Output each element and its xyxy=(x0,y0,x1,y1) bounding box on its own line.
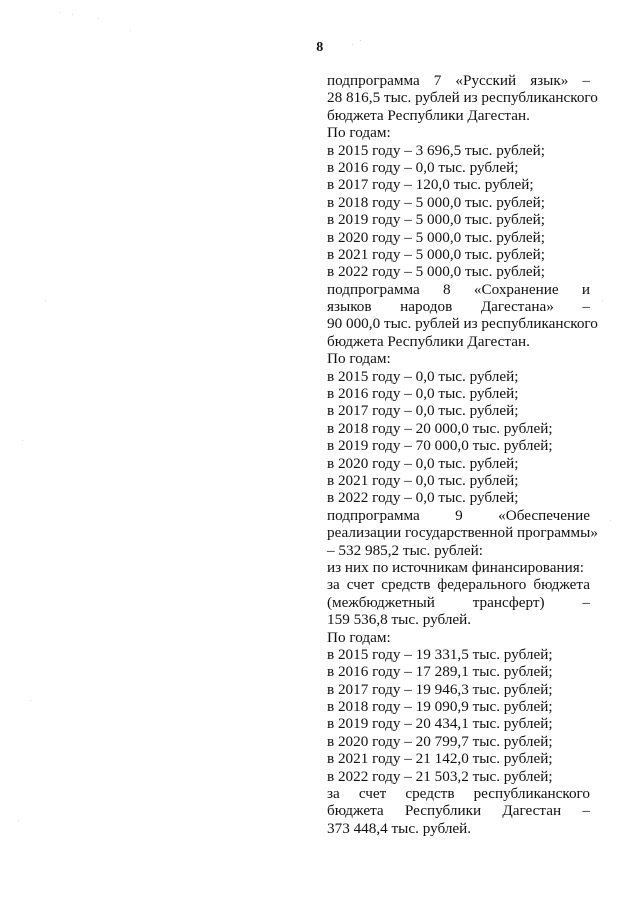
scan-speck xyxy=(360,40,361,41)
text-line: в 2021 году – 21 142,0 тыс. рублей; xyxy=(327,750,553,768)
text-line: в 2016 году – 17 289,1 тыс. рублей; xyxy=(327,663,553,681)
text-line: в 2015 году – 19 331,5 тыс. рублей; xyxy=(327,645,553,663)
text-line: в 2016 году – 0,0 тыс. рублей; xyxy=(327,385,519,403)
text-line: в 2018 году – 20 000,0 тыс. рублей; xyxy=(327,419,553,437)
text-line: 373 448,4 тыс. рублей. xyxy=(327,819,472,837)
text-line: за счет средств федерального бюджета xyxy=(327,576,590,594)
scan-speck xyxy=(98,18,99,19)
text-line: в 2022 году – 5 000,0 тыс. рублей; xyxy=(327,263,545,281)
text-line: в 2020 году – 20 799,7 тыс. рублей; xyxy=(327,732,553,750)
text-line: за счет средств республиканского xyxy=(327,785,590,803)
scan-speck xyxy=(60,12,61,13)
text-line: в 2015 году – 0,0 тыс. рублей; xyxy=(327,367,519,385)
scan-speck xyxy=(72,14,73,15)
text-line: в 2015 году – 3 696,5 тыс. рублей; xyxy=(327,141,545,159)
text-line: бюджета Республики Дагестан. xyxy=(327,106,530,124)
text-line: в 2021 году – 5 000,0 тыс. рублей; xyxy=(327,245,545,263)
text-line: подпрограмма 7 «Русский язык» – xyxy=(327,72,590,89)
text-line: бюджета Республики Дагестан. xyxy=(327,332,530,350)
text-line: 159 536,8 тыс. рублей. xyxy=(327,611,472,629)
scan-speck xyxy=(130,30,131,31)
text-line: (межбюджетный трансферт) – xyxy=(327,593,590,611)
text-line: в 2022 году – 0,0 тыс. рублей; xyxy=(327,489,519,507)
scan-speck xyxy=(45,300,46,301)
text-line: в 2018 году – 5 000,0 тыс. рублей; xyxy=(327,193,545,211)
text-line: – 532 985,2 тыс. рублей: xyxy=(327,541,483,559)
text-line: в 2020 году – 5 000,0 тыс. рублей; xyxy=(327,228,545,246)
text-line: в 2019 году – 20 434,1 тыс. рублей; xyxy=(327,715,553,733)
text-column xyxy=(327,72,598,837)
text-line: из них по источникам финансирования: xyxy=(327,558,584,576)
text-line: в 2021 году – 0,0 тыс. рублей; xyxy=(327,471,519,489)
text-line: 28 816,5 тыс. рублей из республиканского xyxy=(327,89,598,107)
text-line: в 2019 году – 70 000,0 тыс. рублей; xyxy=(327,437,553,455)
text-line: подпрограмма 8 «Сохранение и xyxy=(327,280,590,298)
text-line: в 2020 году – 0,0 тыс. рублей; xyxy=(327,454,519,472)
text-line: По годам: xyxy=(327,350,391,368)
text-line: 90 000,0 тыс. рублей из республиканского xyxy=(327,315,598,333)
text-line: реализации государственной программы» xyxy=(327,524,598,542)
text-line: в 2022 году – 21 503,2 тыс. рублей; xyxy=(327,767,553,785)
text-line: По годам: xyxy=(327,124,391,142)
page-number: 8 xyxy=(316,40,324,55)
text-line: в 2017 году – 19 946,3 тыс. рублей; xyxy=(327,680,553,698)
text-line: По годам: xyxy=(327,628,391,646)
text-line: в 2018 году – 19 090,9 тыс. рублей; xyxy=(327,698,553,716)
text-line: в 2017 году – 120,0 тыс. рублей; xyxy=(327,176,534,194)
text-line: в 2016 году – 0,0 тыс. рублей; xyxy=(327,158,519,176)
text-line: в 2019 году – 5 000,0 тыс. рублей; xyxy=(327,211,545,229)
scan-speck xyxy=(22,440,23,441)
scan-speck xyxy=(18,820,19,821)
text-line: бюджета Республики Дагестан – xyxy=(327,802,590,820)
scan-speck xyxy=(610,520,611,521)
scan-speck xyxy=(30,700,31,701)
text-line: языков народов Дагестана» – xyxy=(327,298,590,316)
text-line: подпрограмма 9 «Обеспечение xyxy=(327,506,590,524)
scan-speck xyxy=(602,300,603,301)
scan-speck xyxy=(352,44,353,45)
text-line: в 2017 году – 0,0 тыс. рублей; xyxy=(327,402,519,420)
